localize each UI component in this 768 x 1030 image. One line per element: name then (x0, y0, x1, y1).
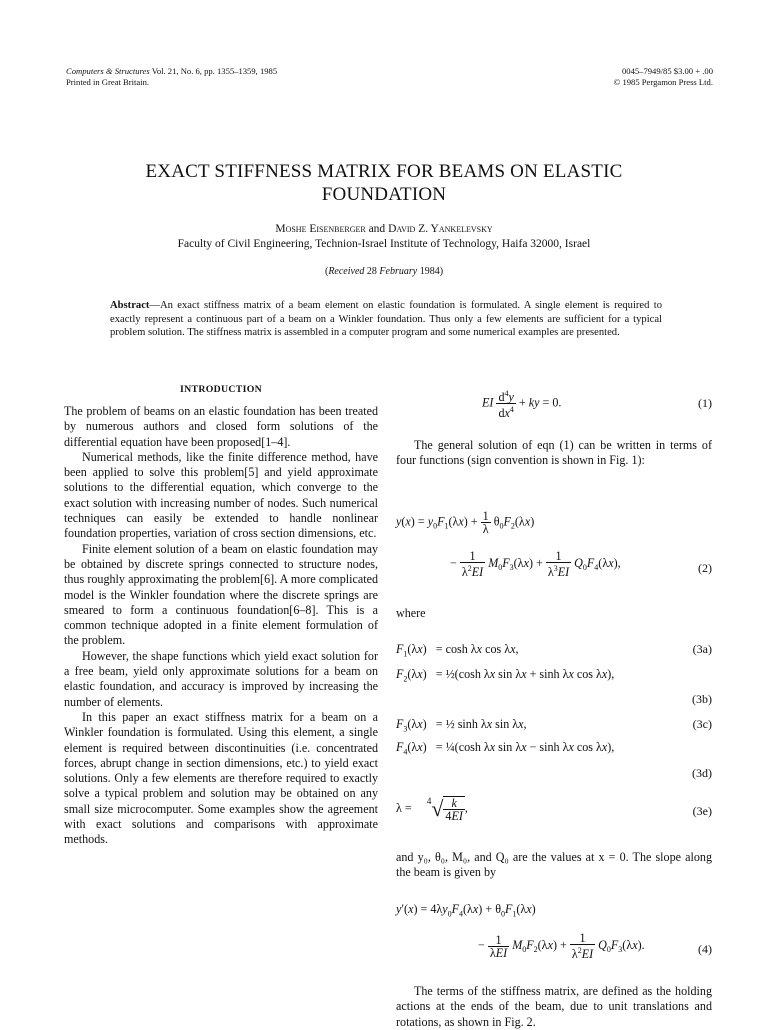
author-2: David Z. Yankelevsky (388, 223, 493, 235)
abstract (110, 299, 662, 340)
initial-values-text: and y₀, θ₀, M₀, and Q₀ are the values at x = 0. The slope along the beam is given by (396, 850, 712, 880)
received-date: (Received 28 February 1984) (324, 266, 444, 277)
where-text: where (396, 606, 426, 620)
journal-citation: Vol. 21, No. 6, pp. 1355–1359, 1985 (151, 66, 278, 76)
section-heading-introduction: INTRODUCTION (180, 384, 262, 395)
equation-3e: λ = $^4$√ $\frac{k}{4EI}$ , (396, 796, 468, 824)
equation-4-line-1: $y'(x) = 4\lambda y_0F_4(\lambda x) + \theta_0F_1(\lambda x)$ (396, 902, 536, 919)
equation-3c: $F_3(\lambda x)$ = ½ sinh λx sin λx, (396, 717, 527, 734)
stiffness-terms-text: The terms of the stiffness matrix, are defined as the holding actions at the ends of the beam, due to unit translations and rotations, as shown in Fig. 2. (396, 984, 712, 1029)
author-1: Moshe Eisenberger (275, 223, 366, 235)
equation-4-number: (4) (698, 942, 712, 956)
intro-paragraph-5: In this paper an exact stiffness matrix for a beam on a Winkler foundation is formulated. Using this element, a single element is required between discontinuities (i.e. concentrated forces, abrupt change in section dimensions, etc.) to yield exact solutions. Only a few elements are therefore required to exactly solve a typical problem and solution may be obtained on any small size microcomputer. Some examples show the agreement with exact solutions and comparisons with approximate methods. (64, 709, 378, 847)
equation-4-line-2: − $\frac{1}{\text{λEI}}$ $M_0F_2(\lambda x)$ + $\frac{1}{\lambda^2EI}$ $Q_0F_3(\lambda x)$. (478, 931, 645, 962)
journal-header (66, 66, 277, 88)
equation-3a-number: (3a) (692, 642, 712, 656)
printed-note: Printed in Great Britain. (66, 77, 150, 87)
equation-1-number: (1) (698, 396, 712, 410)
equation-3d: $F_4(\lambda x)$ = ¼(cosh λx sin λx − sinh λx cos λx), (396, 740, 615, 757)
abstract-text: —An exact stiffness matrix of a beam element on elastic foundation is formulated. A single element is required to exactly represent a continuous part of a beam on a Winkler foundation. Thus only a few elements are sufficient for a typical problem solution. The stiffness matrix is assembled in a computer program and some numerical examples are presented. (110, 300, 662, 339)
intro-paragraph-3: Finite element solution of a beam on elastic foundation may be obtained by discrete springs connected to structure nodes, thus roughly approximating the problem[6]. A more complicated model is the Winkler foundation where the discrete springs are smeared to form a continuous foundation[6–8]. This is a common technique adopted in a finite element formulation of the problem. (64, 541, 378, 648)
intro-paragraph-4: However, the shape functions which yield exact solution for a free beam, yield only approximate solutions for a beam on elastic foundation, and accuracy is improved by increasing the number of elements. (64, 648, 378, 709)
equation-1: EI $\frac{d^4y}{dx^4}$ + ky = 0. (482, 389, 562, 421)
equation-3b: $F_2(\lambda x)$ = ½(cosh λx sin λx + sinh λx cos λx), (396, 667, 615, 684)
intro-paragraph-1: The problem of beams on an elastic foundation has been treated by numerous authors and closed form solutions of the differential equation have been proposed[1–4]. (64, 404, 378, 449)
affiliation: Faculty of Civil Engineering, Technion-Israel Institute of Technology, Haifa 32000, Israel (177, 238, 591, 250)
journal-name: Computers & Structures (66, 66, 150, 76)
equation-2-line-1: $y(x) = y_0F_1(\lambda x)$ + $\frac{1}{\lambda}$ $\theta_0F_2(\lambda x)$ (396, 509, 535, 536)
general-solution-text: The general solution of eqn (1) can be written in terms of four functions (sign convention is shown in Fig. 1): (396, 438, 712, 468)
copyright: © 1985 Pergamon Press Ltd. (613, 77, 713, 87)
intro-paragraph-2: Numerical methods, like the finite difference method, have been applied to solve this problem[5] and yield approximate solutions to the differential equation, which converge to the exact solution with increasing number of nodes. Such numerical techniques can easily be extended to handle nonlinear foundation properties, variation of cross section dimensions, etc. (64, 449, 378, 541)
equation-3e-number: (3e) (692, 804, 712, 818)
author-and: and (368, 223, 386, 235)
equation-3b-number: (3b) (692, 692, 712, 706)
equation-2-line-2: − $\frac{1}{\lambda^2EI}$ $M_0F_3(\lambda x)$ + $\frac{1}{\lambda^3EI}$ $Q_0F_4(\lambda x)$, (450, 549, 621, 580)
author-block (0, 222, 768, 252)
left-column (64, 384, 378, 848)
equation-2-number: (2) (698, 561, 712, 575)
equation-3d-number: (3d) (692, 766, 712, 780)
publisher-header (614, 66, 713, 88)
title-line-1: EXACT STIFFNESS MATRIX FOR BEAMS ON ELASTIC (145, 161, 623, 182)
price-code: 0045–7949/85 $3.00 + .00 (621, 66, 713, 76)
paper-title (0, 160, 768, 206)
equation-3a: $F_1(\lambda x) = \cosh \lambda x$ cos λx, (396, 642, 519, 659)
abstract-label: Abstract (110, 300, 150, 311)
equation-3c-number: (3c) (692, 717, 712, 731)
title-line-2: FOUNDATION (321, 184, 447, 205)
